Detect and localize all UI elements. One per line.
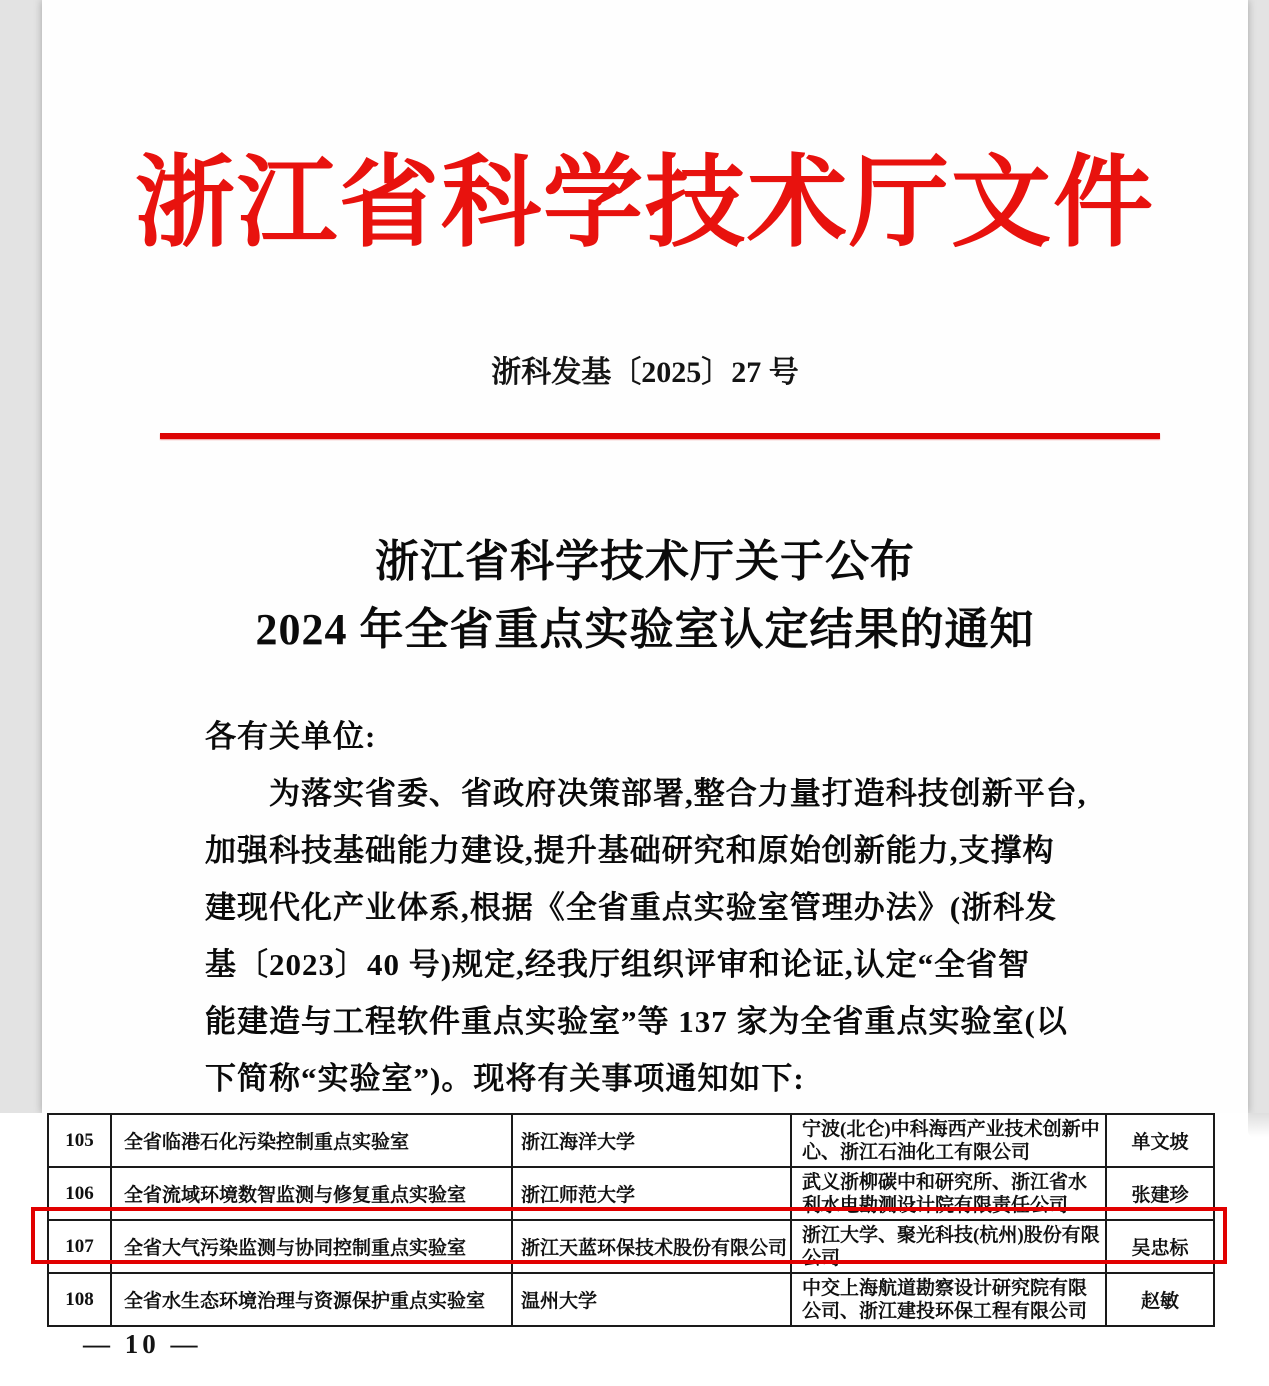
- document-page: [42, 0, 1248, 1113]
- supporting-unit: 浙江海洋大学: [512, 1114, 791, 1167]
- lab-name: 全省临港石化污染控制重点实验室: [111, 1114, 512, 1167]
- supporting-unit: 温州大学: [512, 1273, 791, 1326]
- body-line: 建现代化产业体系,根据《全省重点实验室管理办法》(浙科发: [205, 890, 1058, 925]
- table-row-106: [48, 1167, 1214, 1220]
- lab-director: 单文坡: [1106, 1114, 1214, 1167]
- lab-director: 吴忠标: [1106, 1220, 1214, 1273]
- body-line: 加强科技基础能力建设,提升基础研究和原始创新能力,支撑构: [205, 833, 1055, 868]
- gray-margin-tail: [1248, 1113, 1269, 1137]
- results-table: [47, 1113, 1215, 1327]
- notice-title-line2: 2024 年全省重点实验室认定结果的通知: [255, 605, 1035, 654]
- body-line: 基〔2023〕40 号)规定,经我厅组织评审和论证,认定“全省智: [205, 947, 1031, 982]
- body-line: 下简称“实验室”)。现将有关事项通知如下:: [205, 1061, 805, 1096]
- co-construction-units: 浙江大学、聚光科技(杭州)股份有限公司: [791, 1220, 1106, 1273]
- co-construction-units: 武义浙柳碳中和研究所、浙江省水利水电勘测设计院有限责任公司: [791, 1167, 1106, 1220]
- co-construction-units: 中交上海航道勘察设计研究院有限公司、浙江建投环保工程有限公司: [791, 1273, 1106, 1326]
- lab-director: 赵敏: [1106, 1273, 1214, 1326]
- document-body: [205, 708, 1125, 1107]
- co-construction-units: 宁波(北仑)中科海西产业技术创新中心、浙江石油化工有限公司: [791, 1114, 1106, 1167]
- row-number: 108: [48, 1273, 111, 1326]
- lab-name: 全省大气污染监测与协同控制重点实验室: [111, 1220, 512, 1273]
- row-number: 107: [48, 1220, 111, 1273]
- lab-name: 全省流域环境数智监测与修复重点实验室: [111, 1167, 512, 1220]
- document-number: 浙科发基〔2025〕27 号: [491, 356, 799, 389]
- salutation: 各有关单位:: [205, 719, 377, 754]
- table-row-108: [48, 1273, 1214, 1326]
- lab-director: 张建珍: [1106, 1167, 1214, 1220]
- page-number: — 10 —: [83, 1329, 202, 1359]
- row-number: 105: [48, 1114, 111, 1167]
- notice-title: [42, 528, 1248, 664]
- table-row-105: [48, 1114, 1214, 1167]
- red-separator-rule: [160, 433, 1160, 439]
- table-excerpt-section: [0, 1113, 1269, 1386]
- supporting-unit: 浙江天蓝环保技术股份有限公司: [512, 1220, 791, 1273]
- body-line: 能建造与工程软件重点实验室”等 137 家为全省重点实验室(以: [205, 1004, 1068, 1039]
- row-number: 106: [48, 1167, 111, 1220]
- lab-name: 全省水生态环境治理与资源保护重点实验室: [111, 1273, 512, 1326]
- body-line: 为落实省委、省政府决策部署,整合力量打造科技创新平台,: [269, 776, 1087, 811]
- document-header-title: 浙江省科学技术厅文件: [135, 148, 1155, 259]
- table-row-107: [48, 1220, 1214, 1273]
- supporting-unit: 浙江师范大学: [512, 1167, 791, 1220]
- notice-title-line1: 浙江省科学技术厅关于公布: [375, 537, 915, 586]
